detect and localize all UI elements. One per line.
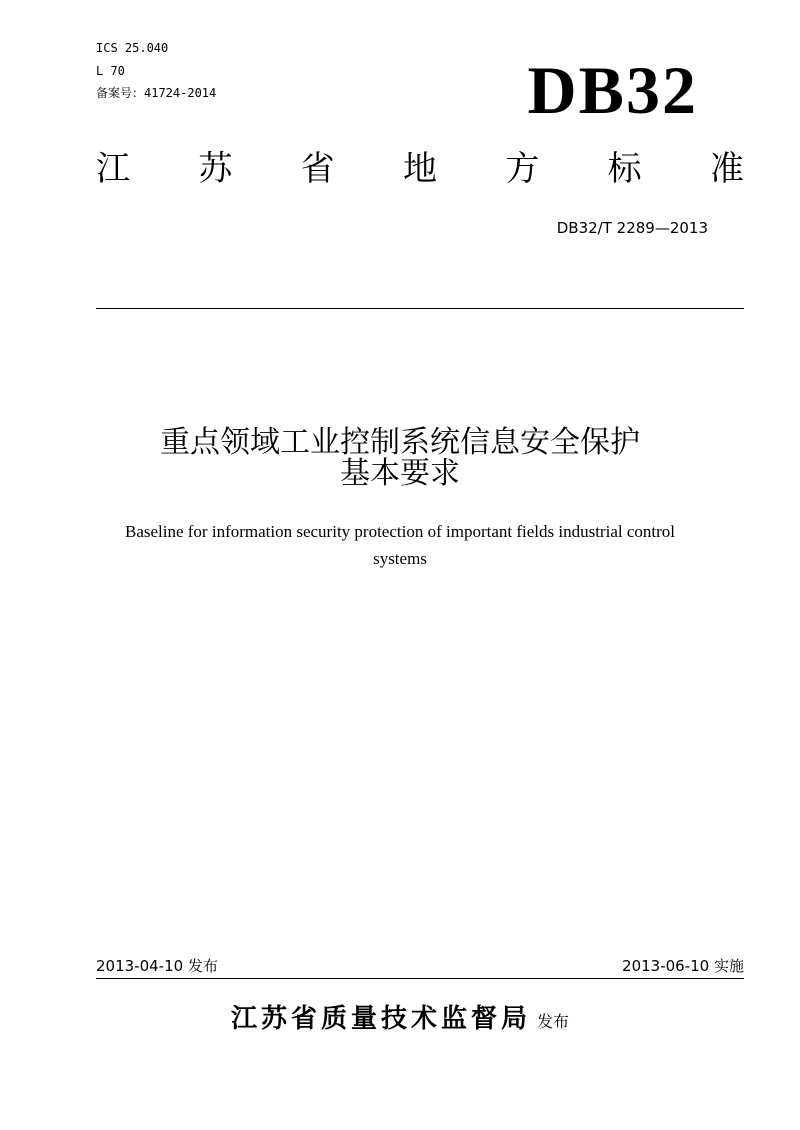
top-divider xyxy=(96,308,744,309)
standard-type-char: 标 xyxy=(607,149,642,189)
publisher-suffix: 发布 xyxy=(537,1012,570,1031)
filing-number: 备案号：41724-2014 xyxy=(96,86,217,100)
title-en-line1: Baseline for information security protection of important fields industrial control xyxy=(124,522,675,541)
publisher-name: 江苏省质量技术监督局 xyxy=(230,1004,531,1034)
standard-number: DB32/T 2289—2013 xyxy=(556,219,708,237)
standard-type-char: 苏 xyxy=(198,149,233,189)
title-cn-line1: 重点领域工业控制系统信息安全保护 xyxy=(160,425,640,460)
implementation-date: 2013-06-10 实施 xyxy=(622,957,744,975)
db32-logo: DB32 xyxy=(527,52,698,128)
standard-type-char: 方 xyxy=(505,149,540,189)
bottom-divider xyxy=(96,978,744,979)
issue-date: 2013-04-10 发布 xyxy=(96,957,218,975)
standard-type-heading xyxy=(96,148,744,190)
publisher-line xyxy=(0,1002,800,1039)
title-cn-line2: 基本要求 xyxy=(340,456,460,491)
standard-type-char: 江 xyxy=(96,149,130,189)
standard-type-char: 准 xyxy=(709,149,744,189)
title-en-line2: systems xyxy=(373,549,427,568)
standard-type-char: 省 xyxy=(300,149,335,189)
standard-type-char: 地 xyxy=(402,149,437,189)
ccs-code: L 70 xyxy=(96,64,125,78)
ics-code: ICS 25.040 xyxy=(96,41,169,55)
